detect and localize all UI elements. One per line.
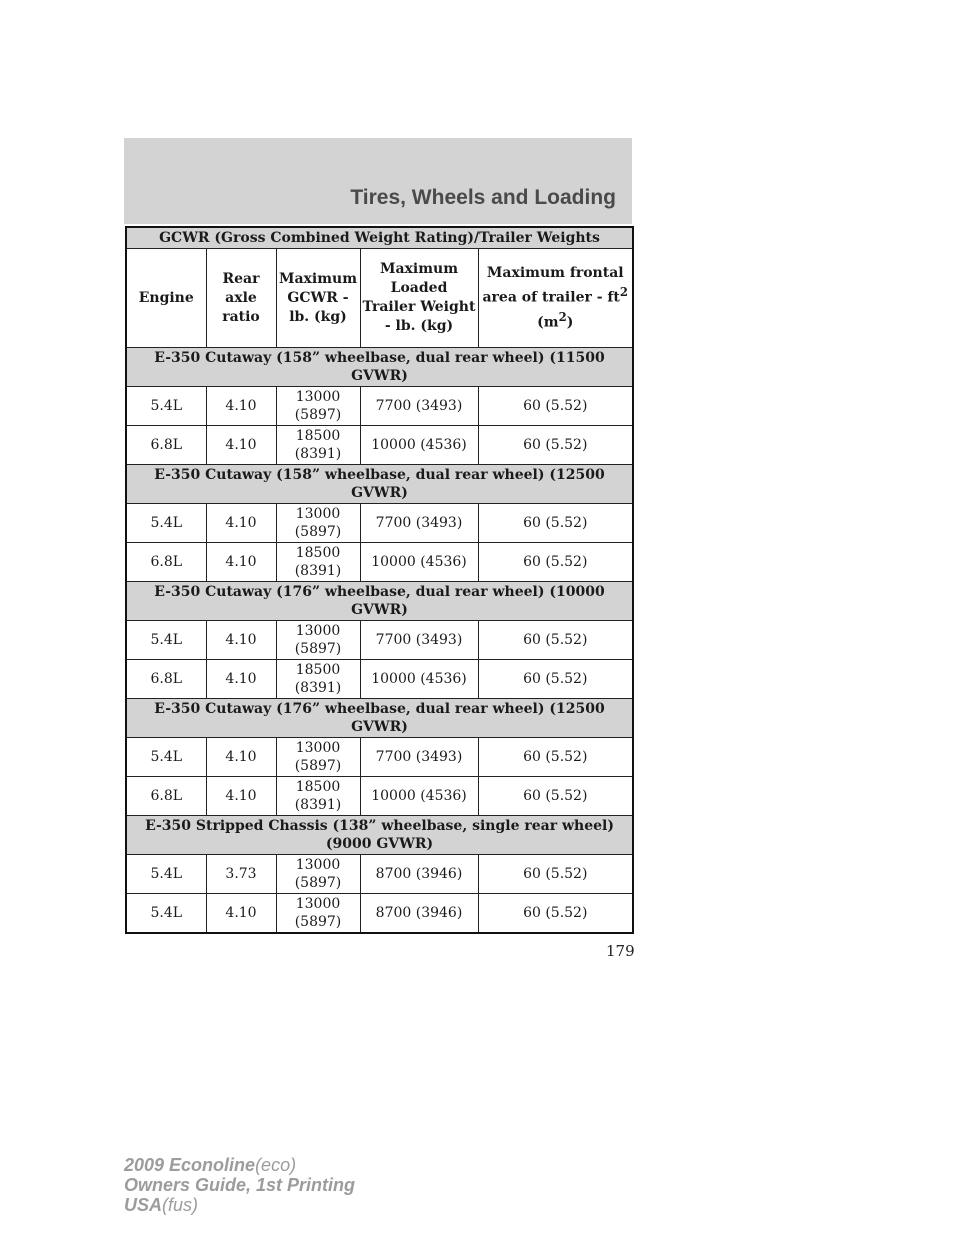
cell-max-trailer-weight: 10000 (4536) xyxy=(360,426,478,465)
cell-max-gcwr: 18500 (8391) xyxy=(276,660,360,699)
cell-rear-axle-ratio: 4.10 xyxy=(206,777,276,816)
cell-max-trailer-weight: 7700 (3493) xyxy=(360,738,478,777)
table-row xyxy=(126,777,633,816)
group-header-row xyxy=(126,816,633,855)
cell-max-trailer-weight: 7700 (3493) xyxy=(360,621,478,660)
cell-rear-axle-ratio: 3.73 xyxy=(206,855,276,894)
frontal-area-unit-close: ) xyxy=(566,314,574,331)
cell-engine: 5.4L xyxy=(126,738,206,777)
table-row xyxy=(126,387,633,426)
section-title: Tires, Wheels and Loading xyxy=(350,186,616,209)
column-header-rear-axle-ratio: Rear axle ratio xyxy=(206,249,276,348)
cell-max-frontal-area: 60 (5.52) xyxy=(478,621,633,660)
column-header-max-frontal-area xyxy=(478,249,633,348)
footer-line-3 xyxy=(124,1195,355,1215)
cell-engine: 5.4L xyxy=(126,855,206,894)
frontal-area-unit-open: (m xyxy=(537,314,559,331)
cell-max-gcwr: 13000 (5897) xyxy=(276,387,360,426)
section-header-band xyxy=(124,138,632,224)
cell-rear-axle-ratio: 4.10 xyxy=(206,504,276,543)
group-label: E-350 Stripped Chassis (138” wheelbase, single rear wheel) (9000 GVWR) xyxy=(126,816,633,855)
footer-market-code: (fus) xyxy=(162,1195,199,1215)
frontal-area-label: Maximum frontal area of trailer - ft xyxy=(482,264,624,306)
cell-engine: 6.8L xyxy=(126,660,206,699)
table-title-row xyxy=(126,227,633,249)
cell-engine: 5.4L xyxy=(126,504,206,543)
cell-max-frontal-area: 60 (5.52) xyxy=(478,660,633,699)
cell-max-frontal-area: 60 (5.52) xyxy=(478,777,633,816)
cell-max-trailer-weight: 8700 (3946) xyxy=(360,855,478,894)
cell-max-frontal-area: 60 (5.52) xyxy=(478,387,633,426)
cell-max-trailer-weight: 8700 (3946) xyxy=(360,894,478,934)
table-row xyxy=(126,738,633,777)
table-body xyxy=(126,348,633,934)
cell-rear-axle-ratio: 4.10 xyxy=(206,426,276,465)
cell-max-gcwr: 13000 (5897) xyxy=(276,855,360,894)
cell-max-gcwr: 13000 (5897) xyxy=(276,504,360,543)
gcwr-trailer-weights-table xyxy=(125,226,634,934)
m-superscript: 2 xyxy=(558,309,567,324)
footer-market: USA xyxy=(124,1195,163,1215)
cell-engine: 6.8L xyxy=(126,426,206,465)
cell-max-frontal-area: 60 (5.52) xyxy=(478,426,633,465)
cell-max-frontal-area: 60 (5.52) xyxy=(478,738,633,777)
column-header-max-trailer-weight: Maximum Loaded Trailer Weight - lb. (kg) xyxy=(360,249,478,348)
table-row xyxy=(126,660,633,699)
table-row xyxy=(126,504,633,543)
group-label: E-350 Cutaway (176” wheelbase, dual rear wheel) (10000 GVWR) xyxy=(126,582,633,621)
group-label: E-350 Cutaway (176” wheelbase, dual rear wheel) (12500 GVWR) xyxy=(126,699,633,738)
footer-line-1 xyxy=(124,1155,355,1175)
ft-superscript: 2 xyxy=(619,284,629,299)
footer-model-code: (eco) xyxy=(255,1155,297,1175)
cell-rear-axle-ratio: 4.10 xyxy=(206,894,276,934)
cell-rear-axle-ratio: 4.10 xyxy=(206,660,276,699)
group-header-row xyxy=(126,699,633,738)
cell-engine: 5.4L xyxy=(126,894,206,934)
footer-model: 2009 Econoline xyxy=(124,1155,256,1175)
cell-engine: 5.4L xyxy=(126,387,206,426)
table-row xyxy=(126,543,633,582)
footer-guide: Owners Guide, 1st Printing xyxy=(124,1175,356,1195)
cell-engine: 6.8L xyxy=(126,777,206,816)
page-number: 179 xyxy=(606,942,635,960)
table-row xyxy=(126,855,633,894)
footer-line-2 xyxy=(124,1175,355,1195)
document-footer xyxy=(124,1155,355,1215)
table-row xyxy=(126,426,633,465)
column-header-row xyxy=(126,249,633,348)
cell-max-trailer-weight: 10000 (4536) xyxy=(360,777,478,816)
cell-max-trailer-weight: 7700 (3493) xyxy=(360,387,478,426)
cell-engine: 6.8L xyxy=(126,543,206,582)
column-header-max-gcwr: Maximum GCWR - lb. (kg) xyxy=(276,249,360,348)
table-title: GCWR (Gross Combined Weight Rating)/Trailer Weights xyxy=(126,227,633,249)
cell-rear-axle-ratio: 4.10 xyxy=(206,621,276,660)
group-label: E-350 Cutaway (158” wheelbase, dual rear wheel) (12500 GVWR) xyxy=(126,465,633,504)
cell-max-gcwr: 18500 (8391) xyxy=(276,426,360,465)
cell-max-frontal-area: 60 (5.52) xyxy=(478,504,633,543)
table-row xyxy=(126,621,633,660)
group-header-row xyxy=(126,348,633,387)
cell-rear-axle-ratio: 4.10 xyxy=(206,543,276,582)
cell-rear-axle-ratio: 4.10 xyxy=(206,738,276,777)
cell-max-gcwr: 18500 (8391) xyxy=(276,777,360,816)
group-header-row xyxy=(126,465,633,504)
column-header-engine: Engine xyxy=(126,249,206,348)
group-header-row xyxy=(126,582,633,621)
cell-max-trailer-weight: 10000 (4536) xyxy=(360,660,478,699)
cell-max-gcwr: 13000 (5897) xyxy=(276,738,360,777)
cell-max-gcwr: 18500 (8391) xyxy=(276,543,360,582)
cell-max-frontal-area: 60 (5.52) xyxy=(478,894,633,934)
cell-max-trailer-weight: 7700 (3493) xyxy=(360,504,478,543)
cell-max-trailer-weight: 10000 (4536) xyxy=(360,543,478,582)
cell-max-frontal-area: 60 (5.52) xyxy=(478,855,633,894)
group-label: E-350 Cutaway (158” wheelbase, dual rear wheel) (11500 GVWR) xyxy=(126,348,633,387)
cell-max-frontal-area: 60 (5.52) xyxy=(478,543,633,582)
cell-engine: 5.4L xyxy=(126,621,206,660)
cell-max-gcwr: 13000 (5897) xyxy=(276,621,360,660)
table-row xyxy=(126,894,633,934)
cell-max-gcwr: 13000 (5897) xyxy=(276,894,360,934)
cell-rear-axle-ratio: 4.10 xyxy=(206,387,276,426)
